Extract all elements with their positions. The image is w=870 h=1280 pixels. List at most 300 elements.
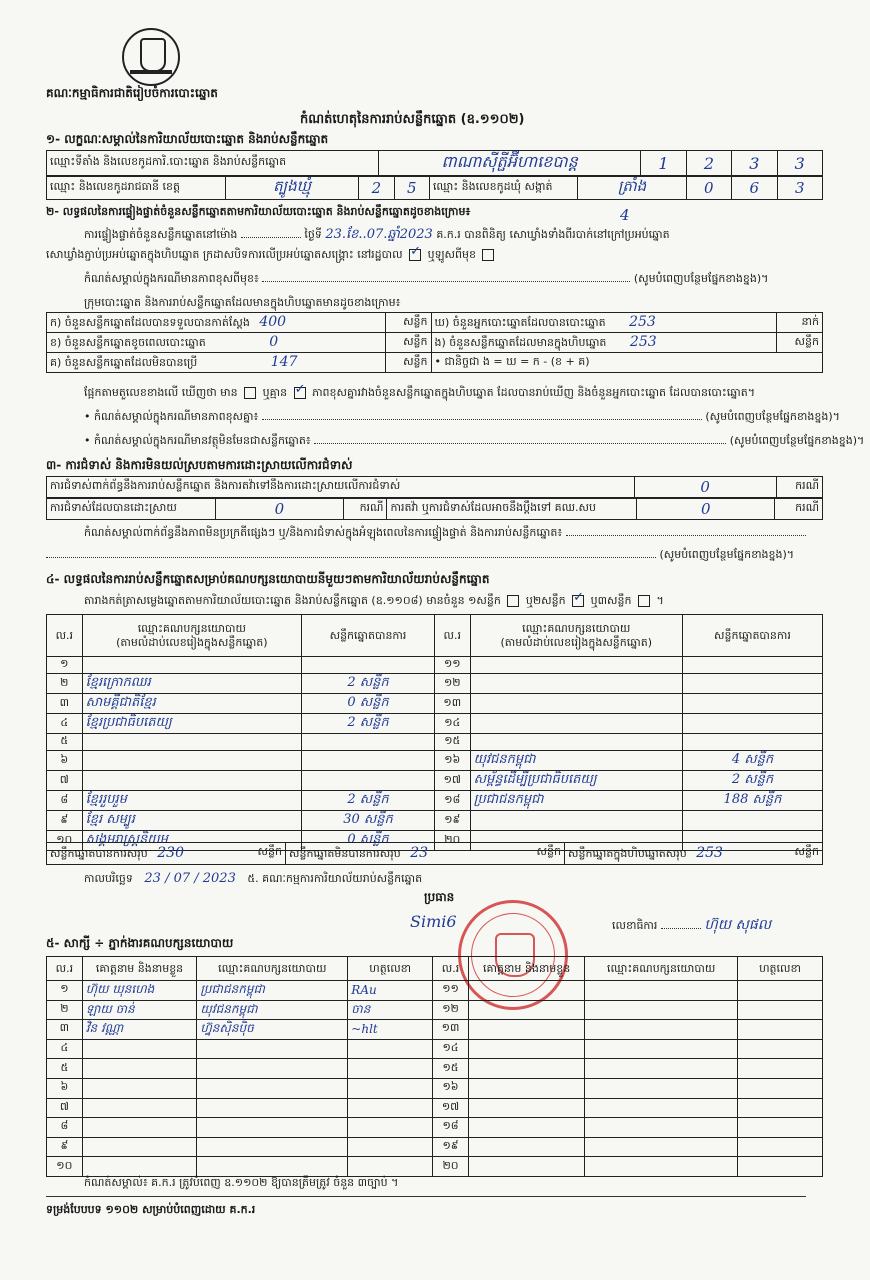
party-name — [470, 657, 682, 674]
ko-value: 147 — [270, 353, 298, 370]
chair-label: ប្រធាន — [424, 890, 455, 904]
vote-count: 2 សន្លឹក — [302, 674, 435, 694]
discrepancy-yes-checkbox[interactable] — [244, 387, 256, 399]
location-label: ឈ្មោះទីតាំង និងលេខកូដការិ.បោះឆ្នោត និងរាប់សន្លឹកឆ្នោត — [47, 151, 379, 176]
witness-signature — [738, 1098, 823, 1118]
witness-party — [197, 1078, 348, 1098]
row-number: ១៣ — [434, 694, 470, 714]
w-col-party-right: ឈ្មោះគណបក្សនយោបាយ — [585, 957, 738, 981]
row-number: ៨ — [47, 1118, 83, 1138]
row-number: ៥ — [47, 1059, 83, 1079]
witness-signature — [348, 1039, 433, 1059]
org-name: គណៈកម្មាធិការជាតិរៀបចំការបោះឆ្នោត — [46, 86, 218, 100]
row-number: ១៣ — [433, 1020, 469, 1040]
province-label: ឈ្មោះ និងលេខកូដរាជធានី ខេត្ត — [47, 177, 226, 200]
witness-signature — [738, 1137, 823, 1157]
row-number: ២០ — [433, 1157, 469, 1177]
object-note-field[interactable] — [314, 443, 726, 444]
witness-name — [82, 1118, 197, 1138]
vote-count: 188 សន្លឹក — [682, 791, 822, 811]
witness-signature — [738, 1020, 823, 1040]
row-number: ១០ — [47, 831, 83, 851]
secretary-dots — [661, 928, 701, 929]
province-table — [46, 176, 823, 200]
section-3-title: ៣- ការជំទាស់ និងការមិនយល់ស្របតាមការដោះស្រាយលើការជំទាស់ — [46, 458, 353, 472]
kha-label: ខ) ចំនួនសន្លឹកឆ្នោតខូចពេលបោះឆ្នោត — [50, 335, 206, 349]
footer-divider — [46, 1196, 806, 1197]
ka-cell — [47, 313, 386, 333]
two-sheet-label: ឬ២សន្លឹក — [525, 594, 566, 607]
table-row — [47, 751, 823, 771]
valid-total-cell — [47, 843, 286, 865]
vote-count — [682, 734, 822, 751]
two-sheet-checkbox[interactable] — [572, 595, 584, 607]
witness-name — [468, 1000, 584, 1020]
commune-code-digit: 0 — [686, 177, 731, 200]
witness-party — [585, 1098, 738, 1118]
seal-note-field[interactable] — [262, 281, 630, 282]
ko-unit: សន្លឹក — [385, 353, 431, 373]
witness-signature — [738, 1118, 823, 1138]
vote-count — [302, 771, 435, 791]
table-row — [47, 674, 823, 694]
section-2-title: ២- លទ្ធផលនៃការផ្ទៀងផ្ទាត់ចំនួនសន្លឹកឆ្នោតតាមការិយាល័យបោះឆ្នោត និងរាប់សន្លឹកឆ្នោតដូចខាងក្រោម៖ — [46, 205, 471, 218]
witness-name — [468, 1137, 584, 1157]
party-votes-table — [46, 614, 823, 851]
party-name: ប្រជាជនកម្ពុជា — [470, 791, 682, 811]
witness-name — [82, 1098, 197, 1118]
irregularity-note-field[interactable] — [566, 535, 806, 536]
table-row — [47, 1059, 823, 1079]
row-number: ១៧ — [434, 771, 470, 791]
witness-name: វិន វណ្ណា — [82, 1020, 197, 1040]
three-sheet-checkbox[interactable] — [638, 595, 650, 607]
table-row — [47, 811, 823, 831]
party-name — [82, 751, 301, 771]
witness-party — [197, 1039, 348, 1059]
discrepancy-no-checkbox[interactable] — [294, 387, 306, 399]
row-number: ១ — [47, 657, 83, 674]
table-row — [47, 981, 823, 1001]
objection-unit: ករណី — [776, 477, 822, 498]
col-party-right-title: ឈ្មោះគណបក្សនយោបាយ — [522, 621, 631, 635]
province-code-digit: 5 — [394, 177, 429, 200]
row-number: ១៤ — [434, 714, 470, 734]
col-party-right-sub: (តាមលំដាប់លេខរៀងក្នុងសន្លឹកឆ្នោត) — [500, 635, 653, 649]
row-number: ២ — [47, 674, 83, 694]
row-number: ១៦ — [433, 1078, 469, 1098]
row-number: ១៩ — [433, 1137, 469, 1157]
ngo-unit: សន្លឹក — [777, 333, 823, 353]
commune-value: ត្រាំង — [578, 177, 686, 200]
table-row — [47, 1020, 823, 1040]
commune-code-digit: 6 — [732, 177, 777, 200]
table-row — [47, 1000, 823, 1020]
row-number: ៩ — [47, 1137, 83, 1157]
witness-name — [468, 1059, 584, 1079]
vote-count — [682, 811, 822, 831]
row-number: ២ — [47, 1000, 83, 1020]
witness-signature: RAu — [348, 981, 433, 1001]
committee-label: ៥. គណៈកម្មការការិយាល័យរាប់សន្លឹកឆ្នោត — [247, 872, 423, 885]
table-row — [47, 1157, 823, 1177]
table-row — [47, 1098, 823, 1118]
ko-label: គ) ចំនួនសន្លឹកឆ្នោតដែលមិនបានប្រើ — [50, 355, 198, 369]
verify-date-label: ថ្ងៃទី — [304, 228, 322, 241]
vote-count: 4 សន្លឹក — [682, 751, 822, 771]
location-code-digit: 3 — [732, 151, 777, 176]
count-intro: ក្រុមបោះឆ្នោត និងការរាប់សន្លឹកឆ្នោតដែលមានក្នុងហិបឆ្នោតមានដូចខាងក្រោម៖ — [84, 296, 401, 309]
secretary-label: លេខាធិការ — [612, 919, 658, 932]
kha-cell — [47, 333, 386, 353]
seal-note-line — [84, 272, 768, 286]
difference-note-hint: (សូមបំពេញបន្ថែមផ្នែកខាងខ្នង)។ — [705, 410, 840, 423]
witness-party — [197, 1098, 348, 1118]
vote-count — [682, 694, 822, 714]
vote-count: 2 សន្លឹក — [682, 771, 822, 791]
difference-note-field[interactable] — [262, 419, 702, 420]
section-1-title: ១- លក្ខណៈសម្គាល់នៃការិយាល័យបោះឆ្នោត និងរាប់សន្លឹកឆ្នោត — [46, 132, 329, 146]
row-number: ១៥ — [433, 1059, 469, 1079]
row-number: ១២ — [434, 674, 470, 694]
party-name: ខ្មែរប្រជាធិបតេយ្យ — [82, 714, 301, 734]
col-party-right — [470, 615, 682, 657]
invalid-total-cell — [286, 843, 565, 865]
ngo-label: ង) ចំនួនសន្លឹកឆ្នោតដែលមានក្នុងហិបឆ្នោត — [434, 335, 607, 349]
row-number: ១៨ — [434, 791, 470, 811]
witness-party — [197, 1118, 348, 1138]
seal-option-label: ឬឡូសពីមុខ — [427, 248, 476, 261]
party-name: ខ្មែរ សម្បូរ — [82, 811, 301, 831]
box-total-value: 253 — [696, 844, 723, 861]
difference-note-line — [84, 410, 840, 424]
vote-count: 0 សន្លឹក — [302, 694, 435, 714]
col-party-left — [82, 615, 301, 657]
table-row — [47, 771, 823, 791]
witness-party: យុវជនកម្ពុជា — [197, 1000, 348, 1020]
witness-name — [468, 1118, 584, 1138]
irregularity-note-2 — [46, 548, 794, 562]
witness-name — [468, 1039, 584, 1059]
witness-party — [585, 981, 738, 1001]
table-row — [47, 1078, 823, 1098]
national-emblem-icon — [122, 28, 180, 86]
section-4-title: ៤- លទ្ធផលនៃការរាប់សន្លឹកឆ្នោតសម្រាប់គណបក្សនយោបាយនីមួយៗតាមការិយាល័យរាប់សន្លឹកឆ្នោត — [46, 572, 490, 586]
objection-value: 0 — [634, 477, 776, 498]
col-votes-left: សន្លឹកឆ្នោតបានការ — [302, 615, 435, 657]
object-note-label: • កំណត់សម្គាល់ក្នុងករណីមានវត្ថុមិនមែនជាសន្លឹកឆ្នោត៖ — [84, 434, 311, 447]
verify-time-line — [84, 228, 670, 242]
discrepancy-text: ផ្អែកតាមតួលេខខាងលើ ឃើញថា មាន — [84, 386, 238, 399]
location-code-digit: 2 — [686, 151, 731, 176]
resolved-table — [46, 498, 823, 520]
row-number: ១១ — [433, 981, 469, 1001]
box-total-label: សន្លឹកឆ្នោតក្នុងហិបឆ្នោតសរុប — [568, 846, 687, 860]
witness-signature — [738, 1000, 823, 1020]
gha-label: ឃ) ចំនួនអ្នកបោះឆ្នោតដែលបានបោះឆ្នោត — [434, 315, 606, 329]
valid-total-unit: សន្លឹក — [257, 844, 282, 858]
location-code-digit: 1 — [641, 151, 686, 176]
vote-count — [682, 657, 822, 674]
ngo-value: 253 — [629, 333, 657, 350]
witness-signature — [348, 1157, 433, 1177]
party-name: យុវជនកម្ពុជា — [470, 751, 682, 771]
witness-name — [82, 1157, 197, 1177]
seal-note-hint: (សូមបំពេញបន្ថែមផ្នែកខាងខ្នង)។ — [633, 272, 769, 285]
witness-name: ឡាយ ចាន់ — [82, 1000, 197, 1020]
kha-unit: សន្លឹក — [385, 333, 431, 353]
section-5-title: ៥- សាក្សី ÷ ភ្នាក់ងារគណបក្សនយោបាយ — [46, 936, 234, 950]
vote-count — [682, 714, 822, 734]
witness-signature — [348, 1118, 433, 1138]
table-row — [47, 694, 823, 714]
w-col-party-left: ឈ្មោះគណបក្សនយោបាយ — [197, 957, 348, 981]
verify-time-label: ការផ្ទៀងផ្ទាត់ចំនួនសន្លឹកឆ្នោតនៅម៉ោង — [84, 228, 238, 241]
witness-name — [468, 1157, 584, 1177]
row-number: ១១ — [434, 657, 470, 674]
row-number: ១៨ — [433, 1118, 469, 1138]
commune-label: ឈ្មោះ និងលេខកូដឃុំ សង្កាត់ — [429, 177, 578, 200]
witness-name — [82, 1039, 197, 1059]
row-number: ៧ — [47, 771, 83, 791]
party-name — [82, 771, 301, 791]
vote-count — [302, 657, 435, 674]
location-code-digit: 3 — [777, 151, 822, 176]
witness-table — [46, 956, 823, 1177]
discrepancy-text-b: ភាពខុសគ្នារវាងចំនួនសន្លឹកឆ្នោតក្នុងហិបឆ្នោត ដែលបានរាប់ឃើញ និងចំនួនអ្នកបោះឆ្នោត ដែលបានបោះឆ្នោត។ — [312, 386, 755, 399]
invalid-total-label: សន្លឹកឆ្នោតមិនបានការសរុប — [289, 846, 401, 860]
witness-signature — [348, 1059, 433, 1079]
row-number: ១ — [47, 981, 83, 1001]
witness-party — [585, 1020, 738, 1040]
location-table — [46, 150, 823, 176]
form-note: ទម្រង់បែបបទ ១១០២ សម្រាប់បំពេញដោយ គ.ក.រ — [46, 1203, 256, 1216]
verify-date-value: 23.ខែ..07.ឆ្នាំ2023 — [325, 227, 433, 242]
col-no-right: ល.រ — [434, 615, 470, 657]
objection-label: ការជំទាស់ពាក់ព័ន្ធនឹងការរាប់សន្លឹកឆ្នោត និងការតវ៉ាទៅនឹងការដោះស្រាយលើការជំទាស់ — [47, 477, 635, 498]
appeal-label: ការតវ៉ា ឬការជំទាស់ដែលអាចនឹងប្តឹងទៅ គឈ.សប — [387, 499, 637, 520]
date-label: កាលបរិច្ឆេទ — [84, 872, 133, 885]
witness-signature: ~hlt — [348, 1020, 433, 1040]
seal-different-checkbox[interactable] — [482, 249, 494, 261]
ballot-count-table — [46, 312, 823, 373]
object-note-line — [84, 434, 864, 448]
location-value: ពាណាស៊ីត្ផីអ៊ីហាខេបាន្ត — [379, 151, 641, 176]
resolved-value: 0 — [215, 499, 343, 520]
vote-count: 0 សន្លឹក — [302, 831, 435, 851]
witness-signature: ចាន — [348, 1000, 433, 1020]
party-name: ខ្មែរក្រោកឈរ — [82, 674, 301, 694]
formula: • ជានិច្ចជា ង = ឃ = ក - (ខ + គ) — [431, 353, 822, 373]
seal-check-text: សោឃ្វាំងភ្ជាប់ប្រអប់ឆ្នោតក្នុងហិបឆ្នោត ក្រដាសបិទការលើប្រអប់ឆ្នោតសង្រ្គោះ នៅរដ្ឋបាល — [46, 248, 403, 261]
witness-party — [197, 1059, 348, 1079]
table-row — [47, 734, 823, 751]
valid-total-value: 230 — [157, 844, 184, 861]
row-number: ១៥ — [434, 734, 470, 751]
party-name — [470, 714, 682, 734]
vote-count — [302, 734, 435, 751]
table-row — [47, 1118, 823, 1138]
secretary-signature: ហ៊ុយ សុផល — [704, 917, 772, 933]
footnote: កំណត់សម្គាល់៖ គ.ក.រ ត្រូវបំពេញ ឧ.១១០២ ឱ្យបានត្រឹមត្រូវ ចំនួន ៣ច្បាប់ ។ — [84, 1176, 399, 1189]
seal-check-line — [46, 248, 497, 262]
one-sheet-checkbox[interactable] — [507, 595, 519, 607]
col-votes-right: សន្លឹកឆ្នោតបានការ — [682, 615, 822, 657]
witness-signature — [738, 1078, 823, 1098]
row-number: ៤ — [47, 714, 83, 734]
vote-count — [302, 751, 435, 771]
w-col-sign-right: ហត្ថលេខា — [738, 957, 823, 981]
party-name — [470, 694, 682, 714]
row-number: ១៤ — [433, 1039, 469, 1059]
sheet-count-text: តារាងកត់ត្រាសម្លេងឆ្នោតតាមការិយាល័យបោះឆ្នោត និងរាប់សន្លឹកឆ្នោត (ឧ.១១០៨) មានចំនួន ១សន្លឹក — [84, 594, 501, 607]
party-name — [470, 811, 682, 831]
witness-signature — [738, 1039, 823, 1059]
difference-note-label: • កំណត់សម្គាល់ក្នុងករណីមានភាពខុសគ្នា៖ — [84, 410, 259, 423]
witness-party: ប្រជាជនកម្ពុជា — [197, 981, 348, 1001]
row-number: ៩ — [47, 811, 83, 831]
witness-signature — [348, 1137, 433, 1157]
party-name — [82, 734, 301, 751]
witness-party — [585, 1118, 738, 1138]
irregularity-note-hint: (សូមបំពេញបន្ថែមផ្នែកខាងខ្នង)។ — [659, 548, 795, 561]
witness-party — [197, 1137, 348, 1157]
witness-name — [468, 1020, 584, 1040]
objection-table — [46, 476, 823, 498]
witness-signature — [348, 1098, 433, 1118]
irregularity-note-label: កំណត់សម្គាល់ពាក់ព័ន្ធនឹងភាពមិនប្រក្រតីផ្សេងៗ ឬ/និងការជំទាស់ក្នុងអំឡុងពេលនៃការផ្ទៀងផ្ទាត់ និងការរាប់សន្លឹកឆ្នោត៖ — [84, 526, 563, 539]
seal-note-label: កំណត់សម្គាល់ក្នុងករណីមានភាពខុសពីមុខ៖ — [84, 272, 259, 285]
row-number: ១៦ — [434, 751, 470, 771]
resolved-label: ការជំទាស់ដែលបានដោះស្រាយ — [47, 499, 216, 520]
party-name: សង្គមរាស្ត្រនិយម — [82, 831, 301, 851]
table-row — [47, 714, 823, 734]
witness-signature — [738, 1157, 823, 1177]
party-name: សម្ព័ន្ធដើម្បីប្រជាធិបតេយ្យ — [470, 771, 682, 791]
w-col-no-left: ល.រ — [47, 957, 83, 981]
commune-code-digit: 3 — [777, 177, 822, 200]
table-row — [47, 657, 823, 674]
row-number: ៦ — [47, 751, 83, 771]
discrepancy-line — [84, 386, 755, 400]
witness-name — [82, 1137, 197, 1157]
col-party-left-sub: (តាមលំដាប់លេខរៀងក្នុងសន្លឹកឆ្នោត) — [116, 635, 268, 649]
party-name: ខ្មែររួបរួម — [82, 791, 301, 811]
witness-signature — [738, 1059, 823, 1079]
witness-name — [468, 981, 584, 1001]
witness-name — [82, 1059, 197, 1079]
party-name: សាមគ្គីជាតិខ្មែរ — [82, 694, 301, 714]
row-number: ៤ — [47, 1039, 83, 1059]
gha-value: 253 — [629, 313, 656, 330]
row-number: ៨ — [47, 791, 83, 811]
invalid-total-unit: សន្លឹក — [536, 844, 561, 858]
chair-signature: Simi6 — [410, 912, 457, 931]
sheet-count-line: តារាងកត់ត្រាសម្លេងឆ្នោតតាមការិយាល័យបោះឆ្នោត និងរាប់សន្លឹកឆ្នោត (ឧ.១១០៨) មានចំនួន ១សន្លឹក ឬ២សន្លឹក ✓ ឬ៣សន្លឹក ។ — [84, 594, 664, 608]
witness-signature — [738, 981, 823, 1001]
witness-party — [585, 1039, 738, 1059]
province-value: ត្បូងឃ្មុំ — [225, 177, 358, 200]
province-code-digit: 2 — [359, 177, 394, 200]
row-number: ៧ — [47, 1098, 83, 1118]
party-name — [82, 657, 301, 674]
table-row — [47, 1039, 823, 1059]
vote-count — [682, 674, 822, 694]
resolved-unit: ករណី — [344, 499, 387, 520]
ngo-cell — [431, 333, 777, 353]
irregularity-note — [84, 526, 806, 540]
secretary-line — [612, 918, 771, 933]
discrepancy-no-label: ឬគ្មាន — [262, 386, 288, 399]
document-title: កំណត់ហេតុនៃការរាប់សន្លឹកឆ្នោត (ឧ.១១០២) — [300, 112, 525, 127]
witness-name: ហ៊ុយ ឃុនហេង — [82, 981, 197, 1001]
witness-party — [585, 1137, 738, 1157]
section-2-mark: 4 — [620, 206, 630, 224]
table-row — [47, 1137, 823, 1157]
row-number: ២០ — [434, 831, 470, 851]
appeal-unit: ករណី — [775, 499, 823, 520]
appeal-value: 0 — [637, 499, 775, 520]
col-party-left-title: ឈ្មោះគណបក្សនយោបាយ — [137, 621, 246, 635]
witness-name — [468, 1098, 584, 1118]
verify-text: គ.ក.រ បានពិនិត្យ សោឃ្វាំងទាំងពីរបាក់នៅក្រៅប្រអប់ឆ្នោត — [436, 228, 670, 241]
vote-count: 30 សន្លឹក — [302, 811, 435, 831]
vote-count: 2 សន្លឹក — [302, 714, 435, 734]
row-number: ១៩ — [434, 811, 470, 831]
verify-time-field — [241, 237, 301, 238]
row-number: ៦ — [47, 1078, 83, 1098]
w-col-name-right: គោត្តនាម និងនាមខ្លួន — [468, 957, 584, 981]
row-number: ១២ — [433, 1000, 469, 1020]
witness-party — [197, 1157, 348, 1177]
gha-unit: នាក់ — [777, 313, 823, 333]
date-line — [84, 872, 422, 886]
gha-cell — [431, 313, 777, 333]
witness-party — [585, 1157, 738, 1177]
valid-total-label: សន្លឹកឆ្នោតបានការសរុប — [50, 846, 148, 860]
witness-party — [585, 1000, 738, 1020]
row-number: ១៧ — [433, 1098, 469, 1118]
ka-label: ក) ចំនួនសន្លឹកឆ្នោតដែលបានទទួលបានកាត់ស្តែង — [50, 315, 250, 329]
w-col-name-left: គោត្តនាម និងនាមខ្លួន — [82, 957, 197, 981]
w-col-sign-left: ហត្ថលេខា — [348, 957, 433, 981]
box-total-unit: សន្លឹក — [794, 844, 819, 858]
irregularity-note-field-2[interactable] — [46, 557, 656, 558]
kha-value: 0 — [269, 333, 279, 350]
row-number: ៥ — [47, 734, 83, 751]
witness-party — [585, 1059, 738, 1079]
witness-name — [468, 1078, 584, 1098]
witness-party: ហ្វ៊ុនស៊ិនប៉ិច — [197, 1020, 348, 1040]
witness-party — [585, 1078, 738, 1098]
invalid-total-value: 23 — [410, 844, 429, 861]
w-col-no-right: ល.រ — [433, 957, 469, 981]
three-sheet-label: ឬ៣សន្លឹក — [590, 594, 632, 607]
totals-table — [46, 842, 823, 865]
ka-unit: សន្លឹក — [385, 313, 431, 333]
ka-value: 400 — [259, 313, 287, 330]
party-name — [470, 734, 682, 751]
col-no-left: ល.រ — [47, 615, 83, 657]
object-note-hint: (សូមបំពេញបន្ថែមផ្នែកខាងខ្នង)។ — [729, 434, 865, 447]
witness-name — [82, 1078, 197, 1098]
party-name — [470, 674, 682, 694]
row-number: ១០ — [47, 1157, 83, 1177]
box-total-cell — [565, 843, 823, 865]
seal-intact-checkbox[interactable] — [409, 249, 421, 261]
table-row — [47, 791, 823, 811]
ko-cell — [47, 353, 386, 373]
